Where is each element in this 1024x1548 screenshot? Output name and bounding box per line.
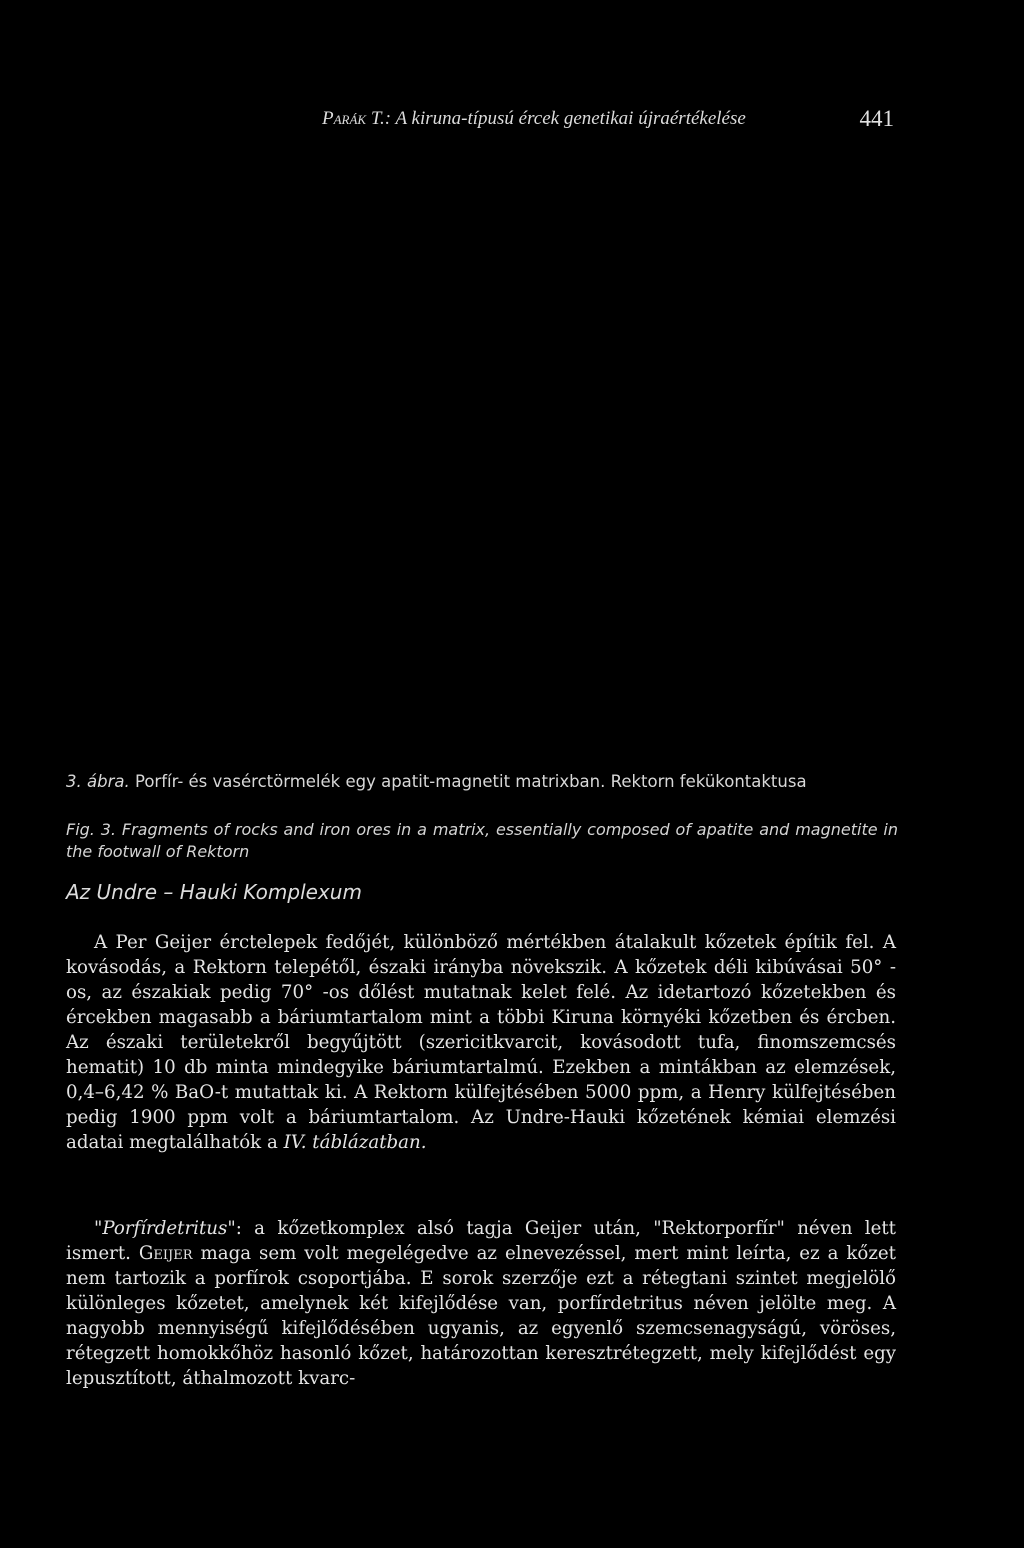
paragraph-1 xyxy=(66,930,896,1155)
running-title: Parák T.: A kiruna-típusú ércek genetikai újraértékelése xyxy=(322,108,746,129)
page-number: 441 xyxy=(859,106,894,131)
table-reference: IV. táblázatban. xyxy=(283,1132,427,1153)
term-porfirdetritus: "Porfírdetritus" xyxy=(94,1218,236,1239)
paragraph-2 xyxy=(66,1216,896,1391)
paragraph-2-text-a: : a kőzetkomplex alsó tagja Geijer után, "Rektorporfír" néven lett ismert. xyxy=(66,1218,896,1264)
header-author: Parák T. xyxy=(322,108,385,129)
paragraph-2-text-b: maga sem volt megelégedve az elnevezéssel, mert mint leírta, ez a kőzet nem tartozik a porfírok csoportjába. E sorok szerzője ezt a rétegtani szintet megjelölő különleges kőzetet, amelynek két kifejlődése van, porfírdetritus néven jelölte meg. A nagyobb mennyiségű kifejlődésében ugyanis, az egyenlő szemcsenagyságú, vöröses, rétegzett homokkőhöz hasonló kőzet, határozottan keresztrétegzett, mely kifejlődést egy lepusztított, áthalmozott kvarc- xyxy=(66,1243,896,1389)
figure-caption-label: 3. ábra. xyxy=(66,772,130,791)
running-header xyxy=(322,108,894,138)
figure-photo xyxy=(66,170,896,740)
section-heading: Az Undre – Hauki Komplexum xyxy=(66,880,362,904)
figure-caption-hungarian xyxy=(66,772,807,791)
figure-caption-text: Porfír- és vasérctörmelék egy apatit-magnetit matrixban. Rektorn fekükontaktusa xyxy=(134,772,807,791)
paragraph-1-text: A Per Geijer érctelepek fedőjét, különböző mértékben átalakult kőzetek építik fel. A kovásodás, a Rektorn telepétől, északi irányba növekszik. A kőzetek déli kibúvásai 50° -os, az északiak pedig 70° -os dőlést mutatnak kelet felé. Az idetartozó kőzetekben és ércekben magasabb a báriumtartalom mint a többi Kiruna környéki kőzetben és ércben. Az északi területekről begyűjtött (szericitkvarcit, kovásodott tufa, finomszemcsés hematit) 10 db minta mindegyike báriumtartalmú. Ezekben a mintákban az elemzések, 0,4–6,42 % BaO-t mutattak ki. A Rektorn külfejtésében 5000 ppm, a Henry külfejtésében pedig 1900 ppm volt a báriumtartalom. Az Undre-Hauki kőzetének kémiai elemzési adatai megtalálhatók a xyxy=(66,932,896,1153)
header-title: A kiruna-típusú ércek genetikai újraértékelése xyxy=(395,108,746,129)
figure-caption-english: Fig. 3. Fragments of rocks and iron ores in a matrix, essentially composed of apatite and magnetite in the footwall of Rektorn xyxy=(66,820,898,861)
author-name-geijer: Geijer xyxy=(138,1243,193,1264)
